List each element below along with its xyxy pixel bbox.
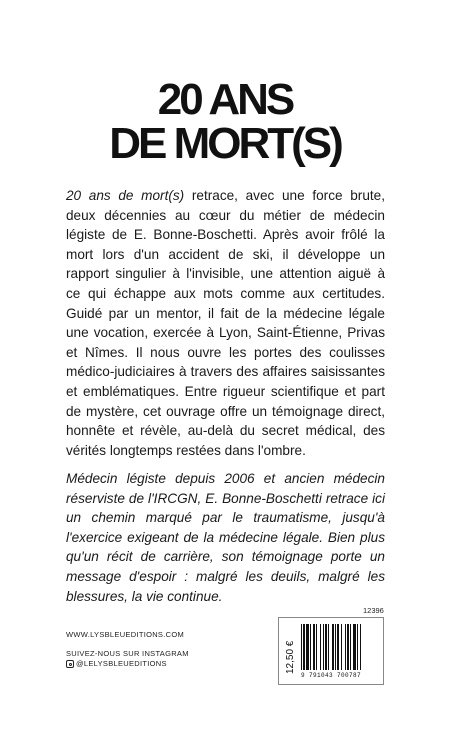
barcode-bar	[350, 624, 351, 670]
title-line-2: DE MORT(S)	[109, 119, 341, 168]
blurb-text: retrace, avec une force brute, deux décennies au cœur du métier de médecin légiste de E. Bonne-Boschetti. Après avoir frôlé la mort lors d'un accident de ski, il développe un rapport singulier à l'invisible, une attention aiguë à ce qui échappe aux mots comme aux certitudes. Guidé par un mentor, il fait de la médecine légale une vocation, exercée à Lyon, Saint-Étienne, Privas et Nîmes. Il nous ouvre les portes des coulisses médico-judiciaires à travers des affaires saisissantes et emblématiques. Entre rigueur scientifique et part de mystère, cet ouvrage offre un témoignage direct, honnête et révèle, au-delà du secret médical, des vérités longtemps restées dans l'ombre.	[66, 188, 385, 458]
price-label: 12,50 €	[285, 640, 296, 674]
barcode-bar	[306, 624, 309, 670]
barcode-bar	[335, 624, 336, 670]
barcode-bar	[357, 624, 358, 670]
barcode-bar	[310, 624, 311, 670]
barcode-bar	[316, 624, 317, 670]
barcode-bar	[332, 624, 334, 670]
barcode-bar	[345, 624, 346, 670]
back-cover-blurb	[66, 186, 385, 460]
blurb-book-title: 20 ans de mort(s)	[66, 188, 185, 203]
instagram-handle-row[interactable]	[66, 659, 167, 669]
barcode-panel	[278, 617, 384, 685]
barcode-bar	[303, 624, 305, 670]
barcode-bar	[325, 624, 327, 670]
barcode-bar	[353, 624, 356, 670]
instagram-icon	[66, 660, 74, 668]
instagram-label: SUIVEZ-NOUS SUR INSTAGRAM	[66, 649, 189, 658]
barcode-bar	[323, 624, 324, 670]
title-line-1: 20 ANS	[157, 75, 293, 124]
barcode-bar	[328, 624, 329, 670]
barcode-bar	[341, 624, 342, 670]
reference-number: 12396	[363, 606, 384, 615]
barcode-bar	[313, 624, 315, 670]
book-title	[0, 75, 450, 168]
barcode-bar	[337, 624, 339, 670]
instagram-handle: @LELYSBLEUEDITIONS	[76, 659, 167, 668]
publisher-website[interactable]: WWW.LYSBLEUEDITIONS.COM	[66, 630, 185, 639]
barcode-image	[301, 624, 381, 671]
barcode-bar	[301, 624, 302, 670]
barcode-bar	[360, 624, 361, 670]
isbn-digits: 9 791043 700787	[301, 672, 362, 679]
barcode-bar	[347, 624, 349, 670]
author-bio: Médecin légiste depuis 2006 et ancien médecin réserviste de l'IRCGN, E. Bonne-Boschetti retrace ici un chemin marqué par le traumatisme, jusqu'à l'exercice exigeant de la médecine légale. Bien plus qu'un récit de carrière, son témoignage porte un message d'espoir : malgré les deuils, malgré les blessures, la vie continue.	[66, 471, 385, 604]
barcode-bar	[320, 624, 321, 670]
